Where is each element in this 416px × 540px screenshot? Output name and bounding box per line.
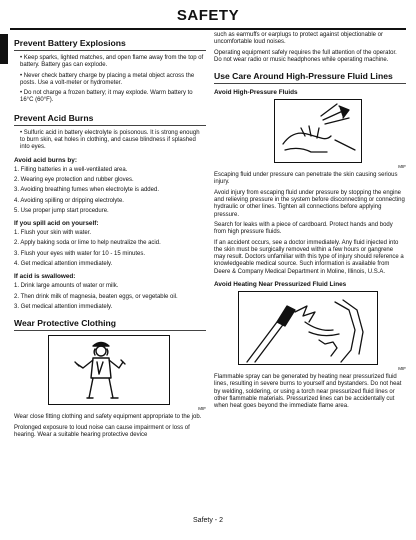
high-pressure-paragraph: Search for leaks with a piece of cardboard. Protect hands and body from high pressure fluids. [214, 221, 393, 236]
high-pressure-paragraph: Escaping fluid under pressure can penetrate the skin causing serious injury. [214, 172, 398, 186]
right-column [214, 32, 406, 414]
section-rule [14, 125, 206, 126]
continued-paragraph: Operating equipment safely requires the full attention of the operator. Do not wear radio or music headphones while operating machine. [214, 49, 397, 63]
clothing-paragraph: Prolonged exposure to loud noise can cause impairment or loss of hearing. Wear a suitable hearing protective device [14, 424, 190, 438]
spill-item: 3. Flush your eyes with water for 10 - 15 minutes. [14, 250, 146, 257]
acid-bullet: • Sulfuric acid in battery electrolyte is poisonous. It is strong enough to burn skin, eat holes in clothing, and cause blindness if splashed into eyes. [20, 129, 200, 151]
swallow-item: 3. Get medical attention immediately. [14, 303, 113, 310]
spill-heading: If you spill acid on yourself: [14, 220, 99, 228]
section-rule [14, 330, 206, 331]
figure-label: MIF [398, 366, 406, 372]
page-footer: Safety - 2 [193, 517, 223, 524]
battery-bullet: • Never check battery charge by placing a metal object across the posts. Use a volt-meter or hydrometer. [20, 72, 195, 86]
battery-bullet: • Keep sparks, lighted matches, and open flame away from the top of battery. Battery gas can explode. [20, 55, 204, 69]
spill-item: 1. Flush your skin with water. [14, 230, 92, 237]
heating-illustration [238, 291, 378, 365]
figure-label: MIF [398, 164, 406, 170]
swallow-item: 2. Then drink milk of magnesia, beaten eggs, or vegetable oil. [14, 293, 178, 300]
hand-fluid-jet-icon [275, 100, 361, 162]
swallow-heading: If acid is swallowed: [14, 273, 76, 281]
page-title: SAFETY [176, 7, 240, 24]
fluid-section-title: Use Care Around High-Pressure Fluid Lines [214, 71, 393, 82]
clothing-paragraph: Wear close fitting clothing and safety equipment appropriate to the job. [14, 414, 202, 421]
battery-section-title: Prevent Battery Explosions [14, 38, 126, 48]
high-pressure-paragraph: Avoid injury from escaping fluid under pressure by stopping the engine and relieving pressure in the system before disconnecting or connecting hydraulic or other lines. Tighten all connections before applying pressure. [214, 189, 405, 218]
acid-section-title: Prevent Acid Burns [14, 112, 94, 123]
high-pressure-heading: Avoid High-Pressure Fluids [214, 89, 298, 97]
avoid-item: 5. Use proper jump start procedure. [14, 207, 109, 214]
heating-heading: Avoid Heating Near Pressurized Fluid Lines [214, 281, 347, 289]
protective-clothing-illustration [48, 335, 170, 405]
left-column [14, 32, 206, 442]
avoid-item: 1. Filling batteries in a well-ventilated area. [14, 166, 128, 173]
avoid-heading: Avoid acid burns by: [14, 156, 77, 164]
section-tab-marker [0, 34, 8, 64]
spill-item: 2. Apply baking soda or lime to help neutralize the acid. [14, 240, 161, 247]
high-pressure-paragraph: If an accident occurs, see a doctor immediately. Any fluid injected into the skin must be surgically removed within a few hours or gangrene may result. Doctors unfamiliar with this type of injury should reference a knowledgeable medical source. Such information is available from Deere & Company Medical Department in Moline, Illinois, U.S.A. [214, 239, 404, 275]
avoid-item: 3. Avoiding breathing fumes when electrolyte is added. [14, 187, 159, 194]
section-rule [14, 50, 206, 51]
figure-label: MIF [198, 406, 206, 412]
worker-figure-icon [49, 336, 169, 404]
avoid-item: 4. Avoiding spilling or dripping electrolyte. [14, 197, 124, 204]
section-rule [214, 83, 406, 84]
header-rule [10, 28, 406, 30]
spill-item: 4. Get medical attention immediately. [14, 261, 113, 268]
avoid-item: 2. Wearing eye protection and rubber gloves. [14, 176, 134, 183]
torch-fluid-line-icon [239, 292, 377, 364]
battery-bullet: • Do not charge a frozen battery; it may explode. Warm battery to 16°C (60°F). [20, 90, 193, 104]
swallow-item: 1. Drink large amounts of water or milk. [14, 283, 119, 290]
high-pressure-illustration [274, 99, 362, 163]
continued-paragraph: such as earmuffs or earplugs to protect against objectionable or uncomfortable loud noises. [214, 32, 383, 46]
clothing-section-title: Wear Protective Clothing [14, 318, 117, 329]
heating-paragraph: Flammable spray can be generated by heating near pressurized fluid lines, resulting in severe burns to yourself and bystanders. Do not heat by welding, soldering, or using a torch near pressurized fluid lines or other flammable materials. Pressurized lines can be accidentally cut when heat goes beyond the immediate flame area. [214, 374, 402, 410]
page-header [10, 6, 406, 32]
